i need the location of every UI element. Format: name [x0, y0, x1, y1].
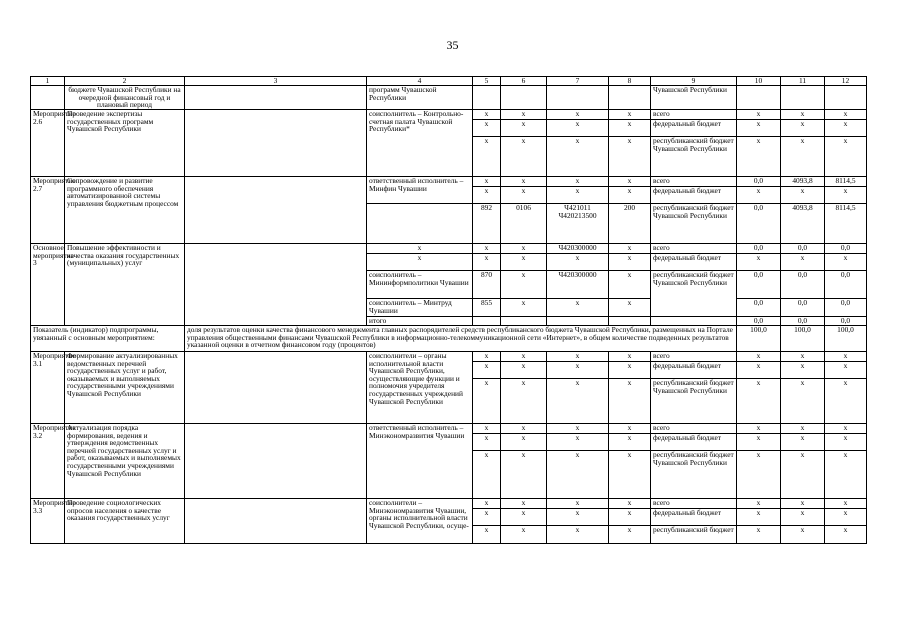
cell: [185, 110, 367, 177]
cell: x: [609, 271, 651, 299]
cell: x: [825, 110, 867, 120]
cell: [501, 86, 547, 110]
cell: x: [781, 434, 825, 451]
cell: x: [547, 254, 609, 271]
cell: x: [781, 451, 825, 499]
executor: соисполнитель – Минтруд Чувашии: [367, 299, 473, 317]
header-cell: 8: [609, 77, 651, 86]
cell: 4093,8: [781, 177, 825, 187]
cell: 0,0: [781, 244, 825, 254]
cell: x: [547, 120, 609, 137]
cell: x: [473, 254, 501, 271]
cell: x: [547, 187, 609, 204]
header-cell: 12: [825, 77, 867, 86]
cell: x: [473, 379, 501, 424]
cell: x: [501, 451, 547, 499]
cell: x: [781, 499, 825, 509]
cell: x: [473, 120, 501, 137]
header-cell: 1: [31, 77, 65, 86]
cell: x: [501, 254, 547, 271]
cell: x: [609, 110, 651, 120]
cell: всего: [651, 352, 737, 362]
cell: x: [501, 271, 547, 299]
cell: x: [737, 451, 781, 499]
cell: x: [737, 526, 781, 544]
cell: x: [781, 362, 825, 379]
indicator-label: Показатель (индикатор) подпрограммы, увязанный с основным мероприятием:: [31, 326, 185, 352]
cell: x: [501, 177, 547, 187]
cell: x: [737, 362, 781, 379]
cell: x: [609, 362, 651, 379]
activity-code: Мероприятие 2.6: [31, 110, 65, 177]
cell: x: [781, 110, 825, 120]
cell: x: [781, 379, 825, 424]
cell: x: [473, 362, 501, 379]
cell: x: [737, 352, 781, 362]
cell: [825, 86, 867, 110]
cell: [781, 86, 825, 110]
cell: Ч421011 Ч420213500: [547, 204, 609, 244]
cell: x: [501, 299, 547, 317]
header-cell: 10: [737, 77, 781, 86]
cell: x: [501, 434, 547, 451]
activity-code: Мероприятие 2.7: [31, 177, 65, 244]
header-cell: 4: [367, 77, 473, 86]
cell: x: [501, 499, 547, 509]
cell: бюджете Чувашской Республики на очередной финансовый год и плановый период: [65, 86, 185, 110]
executor: ответственный исполнитель – Минэкономразвития Чувашии: [367, 424, 473, 499]
cell: x: [501, 187, 547, 204]
cell: x: [825, 509, 867, 526]
cell: 870: [473, 271, 501, 299]
cell: x: [781, 424, 825, 434]
cell: x: [367, 244, 473, 254]
cell: [609, 86, 651, 110]
cell: республиканский бюджет Чувашской Республики: [651, 137, 737, 177]
cell: x: [547, 110, 609, 120]
executor: соисполнитель – Мининформполитики Чувашии: [367, 271, 473, 299]
cell: [367, 204, 473, 244]
cell: x: [547, 526, 609, 544]
cell: 0,0: [737, 317, 781, 326]
cell: x: [547, 424, 609, 434]
cell: 0,0: [737, 244, 781, 254]
cell: всего: [651, 499, 737, 509]
cell: 0,0: [825, 317, 867, 326]
table-row: [31, 499, 867, 509]
cell: всего: [651, 424, 737, 434]
cell: 4093,8: [781, 204, 825, 244]
cell: x: [473, 187, 501, 204]
cell: x: [501, 379, 547, 424]
cell: x: [825, 499, 867, 509]
table-row: [31, 110, 867, 120]
cell: x: [547, 362, 609, 379]
cell: 892: [473, 204, 501, 244]
cell: x: [547, 499, 609, 509]
cell: 8114,5: [825, 177, 867, 187]
indicator-row: [31, 326, 867, 352]
cell: x: [825, 379, 867, 424]
cell: x: [781, 137, 825, 177]
cell: x: [737, 499, 781, 509]
cell: 0,0: [781, 271, 825, 299]
cell: x: [781, 254, 825, 271]
cell: x: [781, 120, 825, 137]
cell: федеральный бюджет: [651, 254, 737, 271]
cell: x: [501, 509, 547, 526]
cell: x: [501, 120, 547, 137]
cell: x: [737, 254, 781, 271]
cell: [185, 424, 367, 499]
cell: x: [473, 352, 501, 362]
cell: x: [737, 434, 781, 451]
table-row: [31, 177, 867, 187]
cell: x: [501, 424, 547, 434]
cell: [473, 86, 501, 110]
cell: x: [473, 526, 501, 544]
cell: x: [609, 424, 651, 434]
cell: x: [825, 526, 867, 544]
cell: федеральный бюджет: [651, 120, 737, 137]
header-cell: 5: [473, 77, 501, 86]
cell: x: [501, 110, 547, 120]
table-row: [31, 86, 867, 110]
cell: x: [473, 177, 501, 187]
activity-code: Мероприятие 3.2: [31, 424, 65, 499]
cell: всего: [651, 244, 737, 254]
cell: 855: [473, 299, 501, 317]
cell: 0,0: [737, 204, 781, 244]
cell: x: [781, 352, 825, 362]
cell: [547, 86, 609, 110]
cell: Ч420300000: [547, 271, 609, 299]
cell: x: [547, 177, 609, 187]
cell: x: [609, 509, 651, 526]
cell: x: [737, 424, 781, 434]
cell: всего: [651, 177, 737, 187]
cell: x: [547, 352, 609, 362]
cell: x: [547, 379, 609, 424]
cell: итого: [367, 317, 473, 326]
cell: [31, 86, 65, 110]
cell: x: [609, 352, 651, 362]
cell: x: [737, 120, 781, 137]
cell: 0,0: [825, 244, 867, 254]
header-cell: 9: [651, 77, 737, 86]
cell: x: [473, 499, 501, 509]
cell: 0,0: [825, 299, 867, 317]
cell: 0,0: [781, 317, 825, 326]
cell: x: [609, 244, 651, 254]
header-cell: 2: [65, 77, 185, 86]
cell: федеральный бюджет: [651, 434, 737, 451]
cell: x: [547, 434, 609, 451]
executor: соисполнитель – Контрольно-счетная палата Чувашской Республики*: [367, 110, 473, 177]
activity-code: Мероприятие 3.1: [31, 352, 65, 424]
cell: x: [547, 509, 609, 526]
activity-name: Повышение эффективности и качества оказания государственных (муниципальных) услуг: [65, 244, 185, 326]
cell: x: [367, 254, 473, 271]
header-cell: 3: [185, 77, 367, 86]
cell: [737, 86, 781, 110]
cell: x: [825, 434, 867, 451]
cell: x: [501, 362, 547, 379]
cell: x: [473, 244, 501, 254]
cell: [185, 244, 367, 326]
cell: x: [825, 451, 867, 499]
cell: x: [737, 379, 781, 424]
cell: x: [825, 362, 867, 379]
cell: республиканский бюджет Чувашской Республики: [651, 271, 737, 317]
cell: x: [473, 509, 501, 526]
budget-table: [30, 76, 867, 544]
header-cell: 6: [501, 77, 547, 86]
cell: x: [781, 509, 825, 526]
cell: x: [609, 434, 651, 451]
executor: соисполнители – органы исполнительной власти Чувашской Республики, осуществляющие функции и полномочия учредителя государственных учреждений Чувашской Республики: [367, 352, 473, 424]
cell: x: [825, 137, 867, 177]
cell: 200: [609, 204, 651, 244]
activity-name: Проведение экспертизы государственных программ Чувашской Республики: [65, 110, 185, 177]
cell: x: [609, 499, 651, 509]
cell: x: [547, 451, 609, 499]
cell: x: [473, 434, 501, 451]
activity-name: Актуализация порядка формирования, ведения и утверждения ведомственных перечней государственных услуг и работ, оказываемых и выполняемых государственными учреждениями Чувашской Республики: [65, 424, 185, 499]
cell: республиканский бюджет Чувашской Республики: [651, 451, 737, 499]
cell: x: [609, 526, 651, 544]
cell: 0,0: [781, 299, 825, 317]
cell: программ Чувашской Республики: [367, 86, 473, 110]
cell: x: [501, 244, 547, 254]
executor: соисполнители – Минэкономразвития Чувашии, органы исполнительной власти Чувашской Республики, осуще-: [367, 499, 473, 544]
cell: 0,0: [737, 299, 781, 317]
cell: [185, 352, 367, 424]
cell: федеральный бюджет: [651, 362, 737, 379]
cell: x: [737, 509, 781, 526]
cell: x: [473, 137, 501, 177]
cell: x: [501, 526, 547, 544]
activity-name: Сопровождение и развитие программного обеспечения автоматизированной системы управления бюджетным процессом: [65, 177, 185, 244]
cell: x: [737, 137, 781, 177]
cell: x: [609, 120, 651, 137]
cell: x: [609, 137, 651, 177]
cell: x: [781, 187, 825, 204]
cell: x: [473, 110, 501, 120]
cell: x: [609, 187, 651, 204]
cell: [185, 86, 367, 110]
cell: x: [825, 424, 867, 434]
activity-name: Формирование актуализированных ведомственных перечней государственных услуг и работ, оказываемых и выполняемых государственными учреждениями Чувашской Республики: [65, 352, 185, 424]
header-cell: 7: [547, 77, 609, 86]
cell: федеральный бюджет: [651, 509, 737, 526]
cell: x: [825, 120, 867, 137]
cell: 100,0: [737, 326, 781, 352]
cell: x: [737, 110, 781, 120]
cell: x: [609, 451, 651, 499]
activity-code: Мероприятие 3.3: [31, 499, 65, 544]
cell: всего: [651, 110, 737, 120]
cell: 100,0: [825, 326, 867, 352]
cell: 100,0: [781, 326, 825, 352]
header-cell: 11: [781, 77, 825, 86]
cell: республиканский бюджет Чувашской Республики: [651, 204, 737, 244]
page-number: 35: [446, 38, 459, 52]
cell: x: [609, 177, 651, 187]
cell: 8114,5: [825, 204, 867, 244]
table-row: [31, 424, 867, 434]
cell: x: [825, 352, 867, 362]
cell: x: [501, 352, 547, 362]
cell: Чувашской Республики: [651, 86, 737, 110]
cell: 0,0: [737, 177, 781, 187]
table-row: [31, 244, 867, 254]
cell: [185, 499, 367, 544]
cell: Ч420300000: [547, 244, 609, 254]
cell: x: [547, 137, 609, 177]
cell: x: [609, 299, 651, 317]
cell: x: [737, 187, 781, 204]
indicator-text: доля результатов оценки качества финансового менеджмента главных распорядителей средств республиканского бюджета Чувашской Республики, размещенных на Портале управления общественными финансами Чувашской Республики в информационно-телекоммуникационной сети «Интернет», в общем количестве подведенных результатов указанной оценки в отчетном финансовом году (процентов): [185, 326, 737, 352]
cell: x: [825, 187, 867, 204]
cell: x: [781, 526, 825, 544]
cell: 0,0: [737, 271, 781, 299]
cell: 0106: [501, 204, 547, 244]
activity-name: Проведение социологических опросов населения о качестве оказания государственных услуг: [65, 499, 185, 544]
cell: x: [473, 451, 501, 499]
cell: x: [609, 254, 651, 271]
cell: x: [825, 254, 867, 271]
table-row: [31, 352, 867, 362]
cell: республиканский бюджет Чувашской Республики: [651, 379, 737, 424]
cell: федеральный бюджет: [651, 187, 737, 204]
cell: 0,0: [825, 271, 867, 299]
cell: x: [547, 299, 609, 317]
activity-code: Основное мероприятие 3: [31, 244, 65, 326]
cell: x: [609, 379, 651, 424]
cell: x: [473, 424, 501, 434]
cell: [185, 177, 367, 244]
cell: республиканский бюджет: [651, 526, 737, 544]
cell: x: [501, 137, 547, 177]
executor: ответственный исполнитель – Минфин Чувашии: [367, 177, 473, 204]
